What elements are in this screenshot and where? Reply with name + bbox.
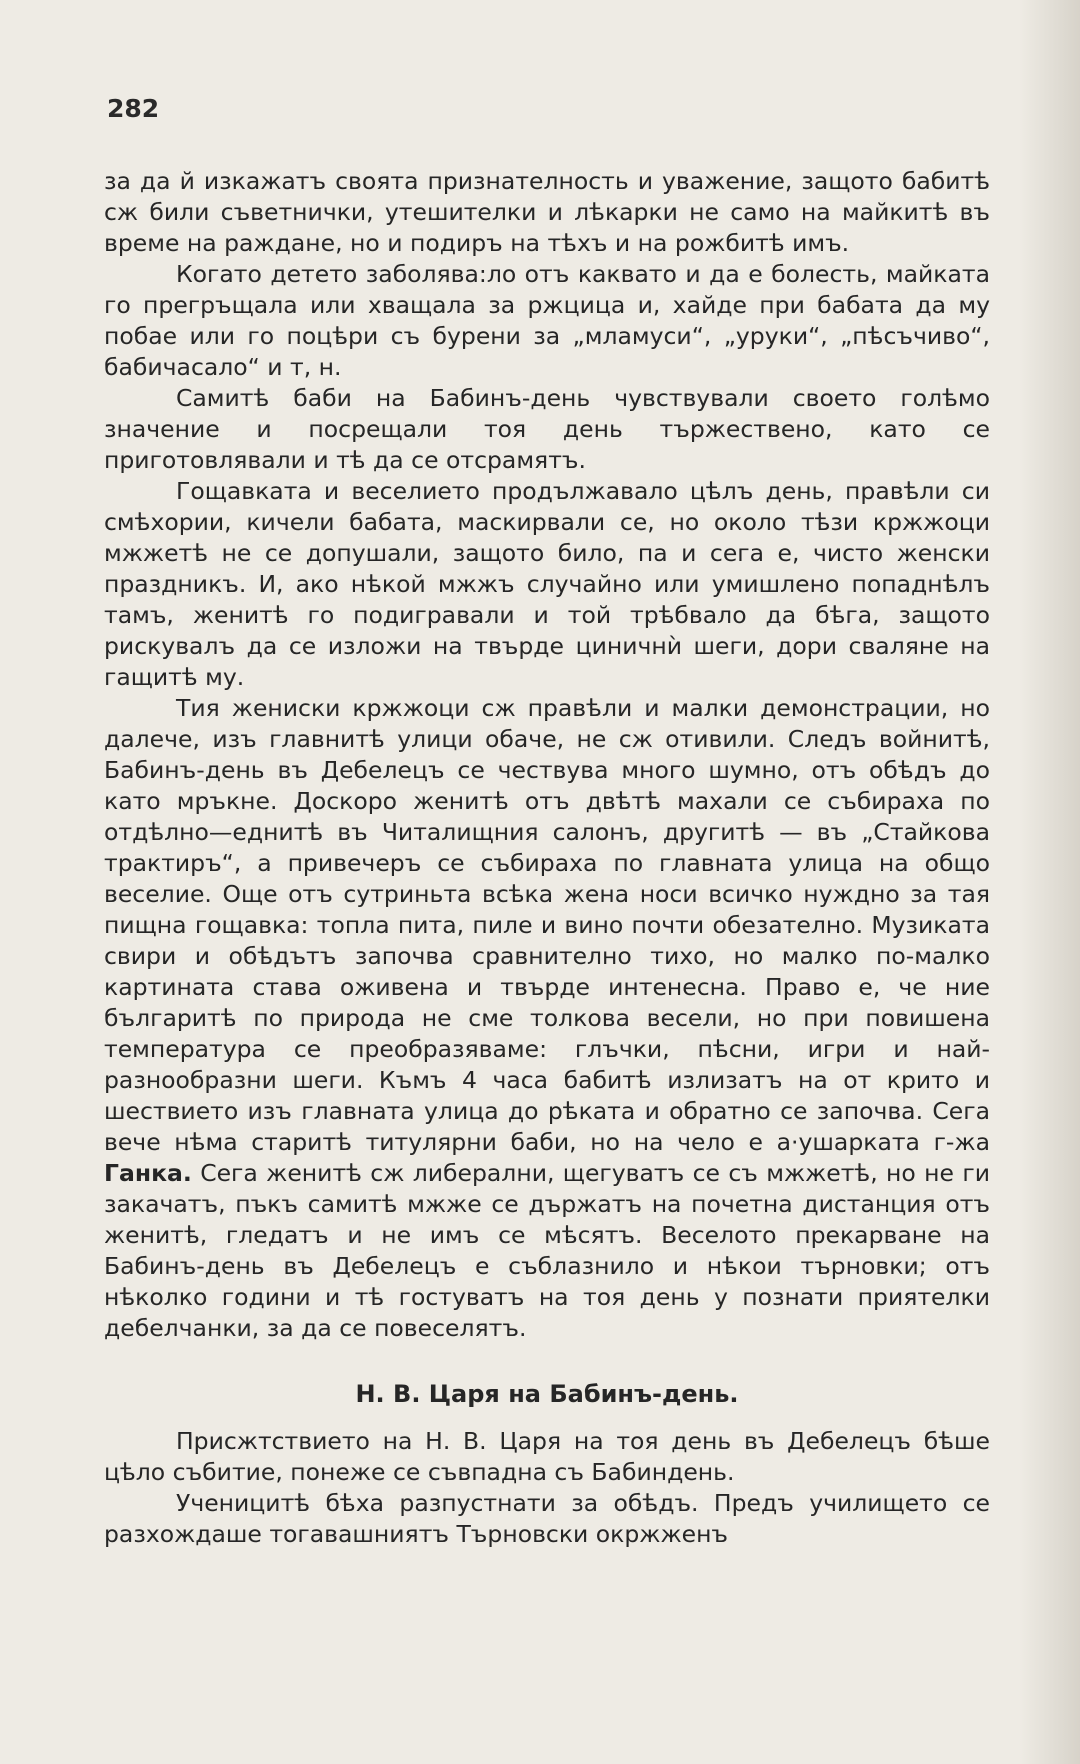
paragraph-3: Самитѣ баби на Бабинъ-день чувствували своето голѣмо значение и посрещали тоя день тържествено, като се приготовлявали и тѣ да се отсрамятъ.	[104, 384, 990, 474]
paragraph-6: Присжтствието на Н. В. Царя на тоя день въ Дебелецъ бѣше цѣло събитие, понеже се съвпадна съ Бабиндень.	[104, 1427, 990, 1486]
body-text	[104, 166, 990, 1550]
paragraph-4: Гощавката и веселието продължавало цѣлъ день, правѣли си смѣхории, кичели бабата, маскирвали се, но около тѣзи кржжоци мжжетѣ не се допушали, защото било, па и сега е, чисто женски праздникъ. И, ако нѣкой мжжъ случайно или умишлено попаднѣлъ тамъ, женитѣ го подигравали и той трѣбвало да бѣга, защото рискувалъ да се изложи на твърде циничнѝ шеги, дори сваляне на гащитѣ му.	[104, 477, 990, 691]
section-heading: Н. В. Царя на Бабинъ-день.	[355, 1380, 739, 1408]
paragraph-5-text: Тия жениски кржжоци сж правѣли и малки демонстрации, но далече, изъ главнитѣ улици обаче, не сж отивили. Следъ войнитѣ, Бабинъ-день въ Дебелецъ се чествува много шумно, отъ обѣдъ до като мръкне. Доскоро женитѣ отъ двѣтѣ махали се събираха по отдѣлно—еднитѣ въ Читалищния салонъ, другитѣ — въ „Стайкова трактиръ“, а привечеръ се събираха по главната улица на общо веселие. Още отъ сутриньта всѣка жена носи всичко нуждно за тая пищна гощавка: топла пита, пиле и вино почти обезателно. Музиката свири и обѣдътъ започва сравнително тихо, но малко по-малко картината става оживена и твърде интенесна. Право е, че ние българитѣ по природа не сме толкова весели, но при повишена температура се преобразяваме: глъчки, пѣсни, игри и най-разноoбразни шеги. Къмъ 4 часа бабитѣ излизатъ на от крито и шествието изъ главната улица до рѣката и обратно се започва. Сега вече нѣма старитѣ титулярни баби, но на чело е а·ушарката г-жа	[104, 694, 990, 1156]
paragraph-1: за да й изкажатъ своята признателность и уважение, защото бабитѣ сж били съветнички, утешителки и лѣкарки не само на майкитѣ въ време на раждане, но и подиръ на тѣхъ и на рожбитѣ имъ.	[104, 167, 990, 257]
paragraph-7: Ученицитѣ бѣха разпустнати за обѣдъ. Предъ училището се разхождаше тогавашниятъ Търновски окржженъ	[104, 1489, 990, 1548]
paragraph-2: Когато детето заболява:ло отъ каквато и да е болесть, майката го прегръщала или хващала за ржцица и, хайде при бабата да му побае или го поцѣри съ бурени за „мламуси“, „уруки“, „пѣсъчиво“, бабичасало“ и т, н.	[104, 260, 990, 381]
page-number: 282	[107, 94, 160, 123]
emphasized-name: Ганка.	[104, 1159, 192, 1187]
paragraph-5	[104, 693, 990, 1344]
paragraph-5-tail: Сега женитѣ сж либерални, щегуватъ се съ мжжетѣ, но не ги закачатъ, пъкъ самитѣ мжже се държатъ на почетна дистанция отъ женитѣ, гледатъ и не имъ се мѣсятъ. Веселото прекарване на Бабинъ-день въ Дебелецъ е съблазнило и нѣкои търновки; отъ нѣколко години и тѣ гостуватъ на тоя день у познати приятелки дебелчанки, за да се повеселятъ.	[104, 1159, 990, 1342]
